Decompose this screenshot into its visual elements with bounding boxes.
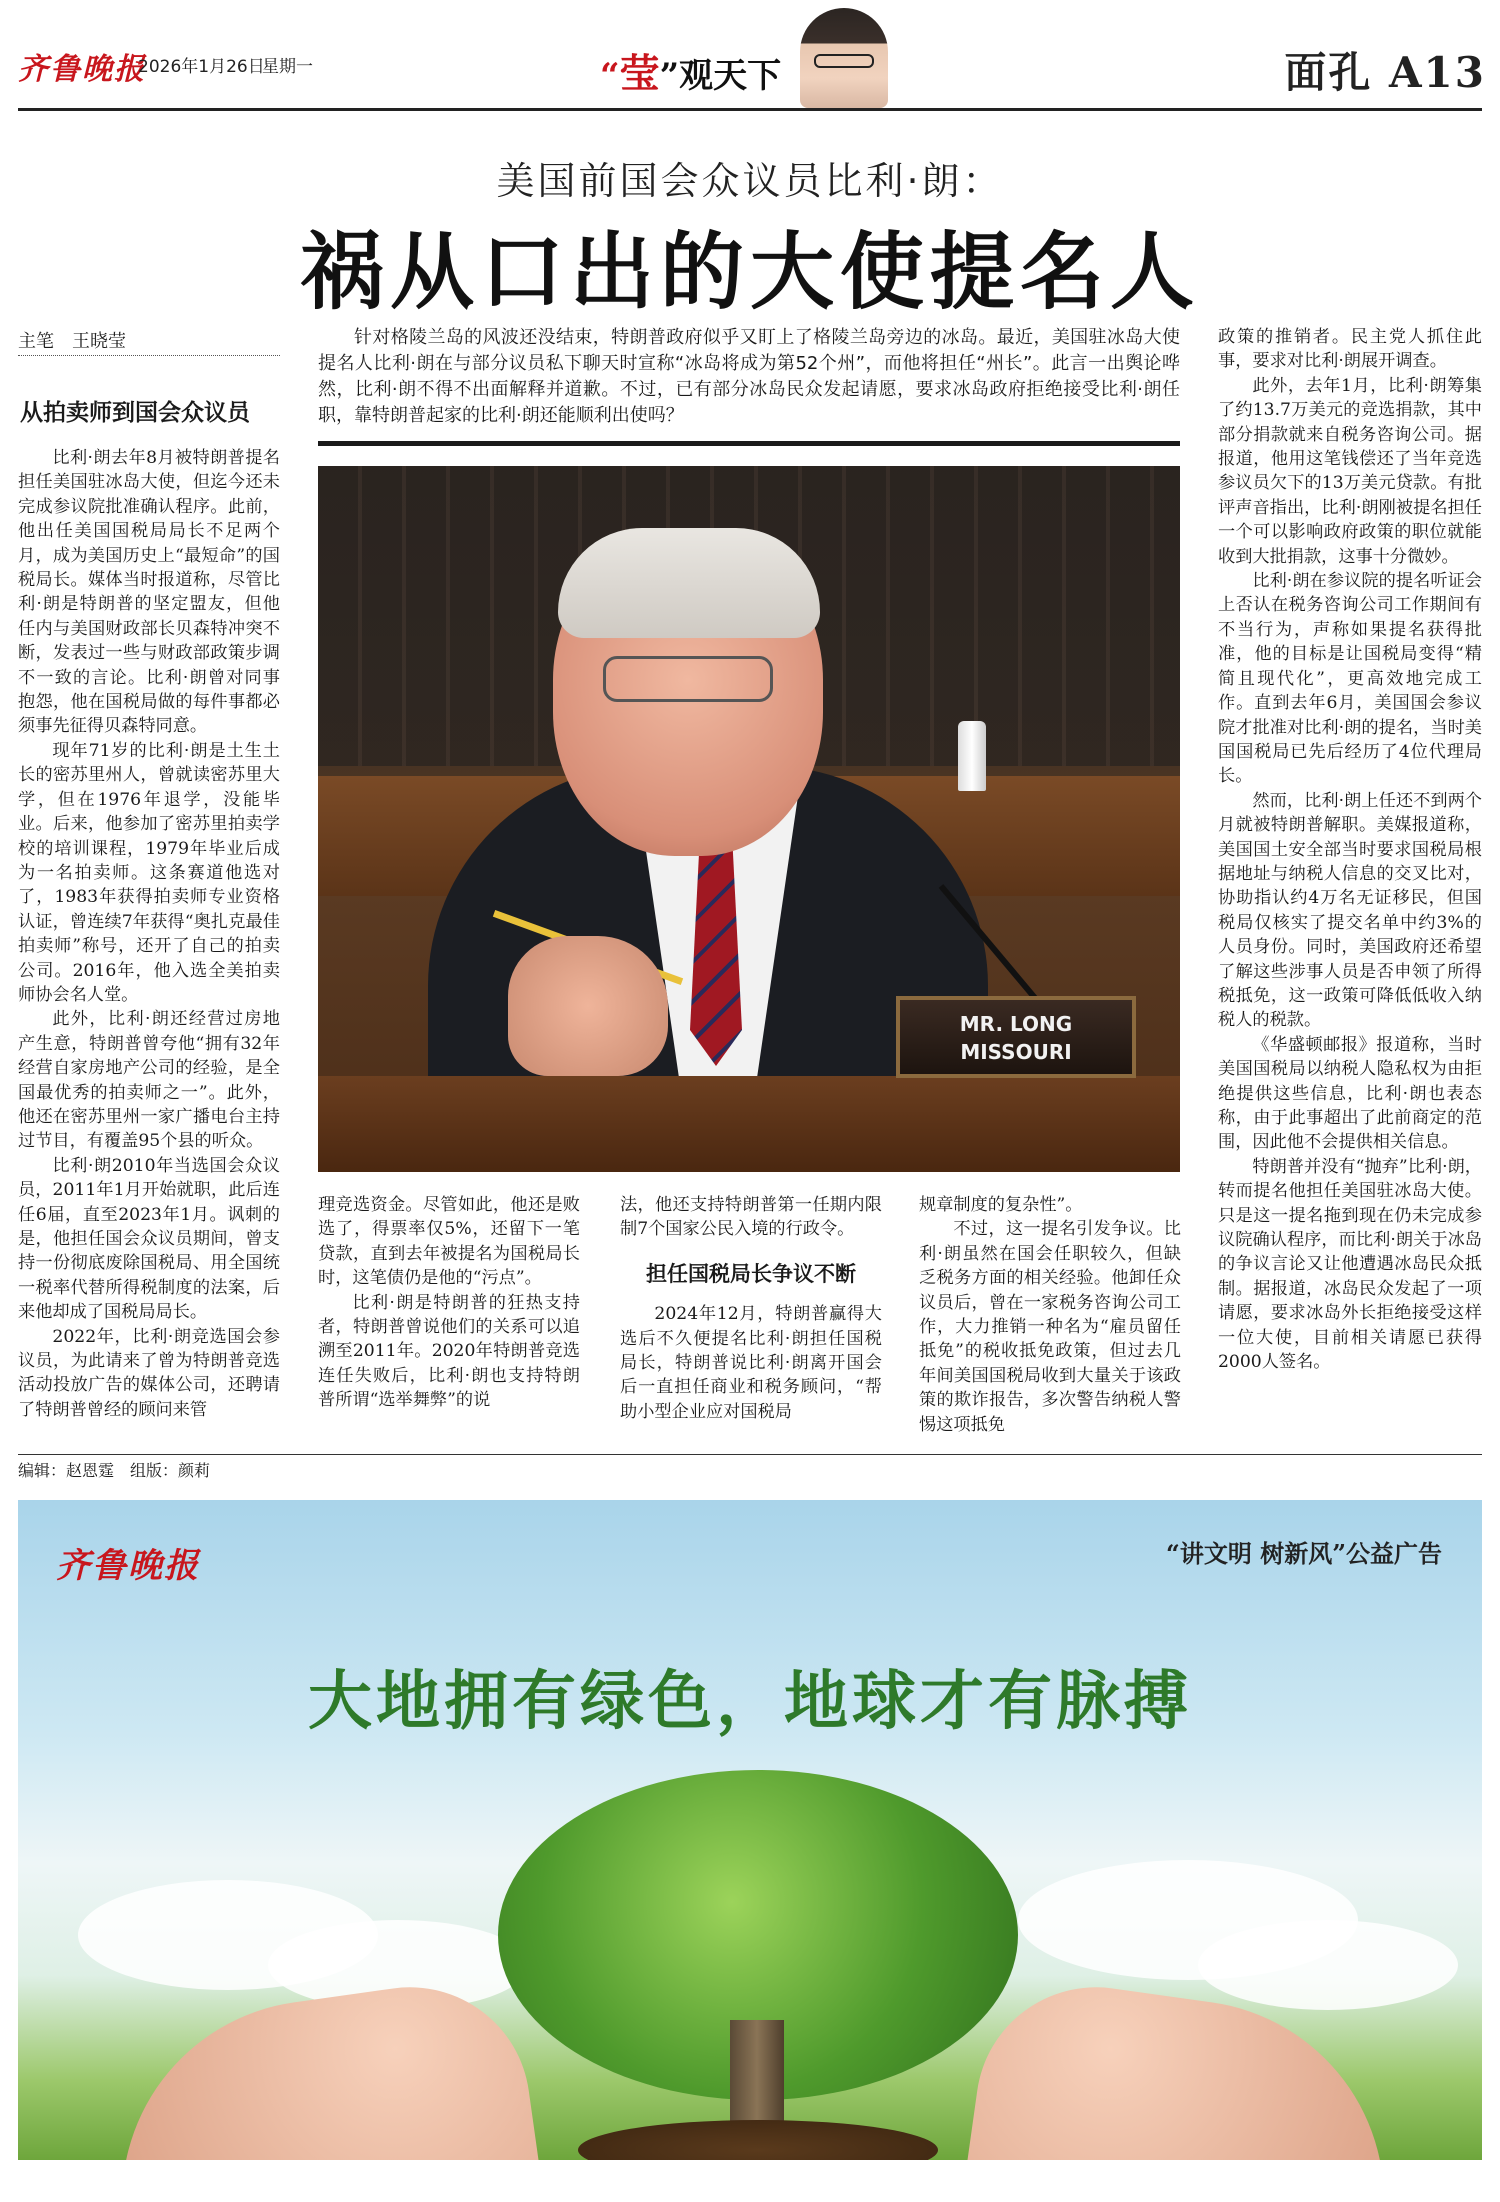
- paragraph: 理竞选资金。尽管如此，他还是败选了，得票率仅5%，还留下一笔贷款，直到去年被提名为国税局长时，这笔债仍是他的“污点”。: [318, 1195, 580, 1289]
- text-column-1: [18, 446, 280, 1449]
- paragraph: 2024年12月，特朗普赢得大选后不久便提名比利·朗担任国税局长，特朗普说比利·朗离开国会后一直担任商业和税务顾问，“帮助小型企业应对国税局: [620, 1304, 882, 1422]
- paragraph: 规章制度的复杂性”。: [919, 1195, 1083, 1215]
- article-headline: 祸从口出的大使提名人: [299, 222, 1200, 321]
- editor-credit: 编辑：赵恩霆 组版：颜莉: [18, 1461, 211, 1480]
- article-lead: 针对格陵兰岛的风波还没结束，特朗普政府似乎又盯上了格陵兰岛旁边的冰岛。最近，美国驻冰岛大使提名人比利·朗在与部分议员私下聊天时宣称“冰岛将成为第52个州”，而他将担任“州长”。此言一出舆论哗然，比利·朗不得不出面解释并道歉。不过，已有部分冰岛民众发起请愿，要求冰岛政府拒绝接受比利·朗任职，靠特朗普起家的比利·朗还能顺利出使吗？: [318, 327, 1180, 425]
- section-heading-2: 担任国税局长争议不断: [646, 1261, 856, 1286]
- byline: 主笔 王晓莹: [18, 331, 126, 352]
- nameplate: MR. LONG MISSOURI: [896, 996, 1136, 1078]
- ad-slogan: 大地拥有绿色，地球才有脉搏: [308, 1664, 1192, 1739]
- columnist-avatar: [800, 8, 888, 108]
- text-column-4: [919, 1193, 1181, 1449]
- text-column-5: [1218, 325, 1482, 1453]
- text-column-3: [620, 1193, 882, 1449]
- issue-date: 2026年1月26日: [138, 57, 265, 77]
- paragraph: 《华盛顿邮报》报道称，当时美国国税局以纳税人隐私权为由拒绝提供这些信息，比利·朗也表态称，由于此事超出了此前商定的范围，因此他不会提供相关信息。: [1218, 1034, 1482, 1153]
- masthead-divider: [18, 108, 1482, 111]
- paragraph: 此外，去年1月，比利·朗筹集了约13.7万美元的竞选捐款，其中部分捐款就来自税务咨询公司。据报道，他用这笔钱偿还了当年竞选参议员欠下的13万美元贷款。有批评声音指出，比利·朗刚被提名担任一个可以影响政府政策的职位就能收到大批捐款，这事十分微妙。: [1218, 375, 1482, 567]
- newspaper-logo: 齐鲁晚报: [18, 52, 146, 87]
- section-heading: 从拍卖师到国会众议员: [20, 400, 250, 426]
- column-title: “莹”观天下: [600, 50, 782, 97]
- byline-divider: [18, 355, 280, 356]
- lead-divider: [318, 441, 1180, 446]
- paragraph: 比利·朗在参议院的提名听证会上否认在税务咨询公司工作期间有不当行为，声称如果提名获得批准，他的目标是让国税局变得“精简且现代化”，更高效地完成工作。直到去年6月，美国国会参议院才批准对比利·朗的提名，当时美国国税局已先后经历了4位代理局长。: [1218, 571, 1482, 787]
- paragraph: 2022年，比利·朗竞选国会参议员，为此请来了曾为特朗普竞选活动投放广告的媒体公司，还聘请了特朗普曾经的顾问来管: [18, 1326, 280, 1420]
- text-column-2: [318, 1193, 580, 1449]
- ad-logo: 齐鲁晚报: [56, 1546, 200, 1586]
- article-photo: [318, 466, 1180, 1172]
- paragraph: 比利·朗去年8月被特朗普提名担任美国驻冰岛大使，但迄今还未完成参议院批准确认程序。此前，他出任美国国税局局长不足两个月，成为美国历史上“最短命”的国税局长。媒体当时报道称，尽管比利·朗是特朗普的坚定盟友，但他任内与美国财政部长贝森特冲突不断，发表过一些与财政部政策步调不一致的言论。比利·朗曾对同事抱怨，他在国税局做的每件事都必须事先征得贝森特同意。: [18, 448, 280, 737]
- paragraph: 然而，比利·朗上任还不到两个月就被特朗普解职。美媒报道称，美国国土安全部当时要求国税局根据地址与纳税人信息的交叉比对，协助指认约4万名无证移民，但国税局仅核实了提交名单中约3%的人员身份。同时，美国政府还希望了解这些涉事人员是否申领了所得税抵免，这一政策可降低低收入纳税人的税款。: [1218, 790, 1482, 1031]
- paragraph: 比利·朗2010年当选国会众议员，2011年1月开始就职，此后连任6届，直至2023年1月。讽刺的是，他担任国会众议员期间，曾支持一份彻底废除国税局、用全国统一税率代替所得税制度的法案，后来他却成了国税局局长。: [18, 1155, 280, 1323]
- paragraph: 法，他还支持特朗普第一任期内限制7个国家公民入境的行政令。: [620, 1195, 882, 1240]
- paragraph: 政策的推销者。民主党人抓住此事，要求对比利·朗展开调查。: [1218, 327, 1482, 372]
- public-service-ad: [18, 1500, 1482, 2160]
- paragraph: 此外，比利·朗还经营过房地产生意，特朗普曾夸他“拥有32年经营自家房地产公司的经验，是全国最优秀的拍卖师之一”。此外，他还在密苏里州一家广播电台主持过节目，有覆盖95个县的听众。: [18, 1009, 280, 1152]
- paragraph: 特朗普并没有“抛弃”比利·朗，转而提名他担任美国驻冰岛大使。只是这一提名拖到现在仍未完成参议院确认程序，而比利·朗关于冰岛的争议言论又让他遭遇冰岛民众抵制。据报道，冰岛民众发起了一项请愿，要求冰岛外长拒绝接受这样一位大使，目前相关请愿已获得2000人签名。: [1218, 1156, 1482, 1373]
- page-label: 面孔 A13: [1284, 48, 1486, 97]
- paragraph: 比利·朗是特朗普的狂热支持者，特朗普曾说他们的关系可以追溯至2011年。2020年特朗普竞选连任失败后，比利·朗也支持特朗普所谓“选举舞弊”的说: [318, 1292, 580, 1411]
- ad-tagline: “讲文明 树新风”公益广告: [1166, 1539, 1442, 1568]
- article-kicker: 美国前国会众议员比利·朗：: [496, 159, 1004, 203]
- paragraph: 不过，这一提名引发争议。比利·朗虽然在国会任职较久，但缺乏税务方面的相关经验。他卸任众议员后，曾在一家税务咨询公司工作，大力推销一种名为“雇员留任抵免”的税收抵免政策，但过去几年间美国国税局收到大量关于该政策的欺诈报告，多次警告纳税人警惕这项抵免: [919, 1219, 1181, 1435]
- footer-divider: [18, 1454, 1482, 1455]
- paragraph: 现年71岁的比利·朗是土生土长的密苏里州人，曾就读密苏里大学，但在1976年退学，没能毕业。后来，他参加了密苏里拍卖学校的培训课程，1979年毕业后成为一名拍卖师。这条赛道他选对了，1983年获得拍卖师专业资格认证，曾连续7年获得“奥扎克最佳拍卖师”称号，还开了自己的拍卖公司。2016年，他入选全美拍卖师协会名人堂。: [18, 740, 280, 1005]
- issue-weekday: 星期一: [262, 57, 313, 77]
